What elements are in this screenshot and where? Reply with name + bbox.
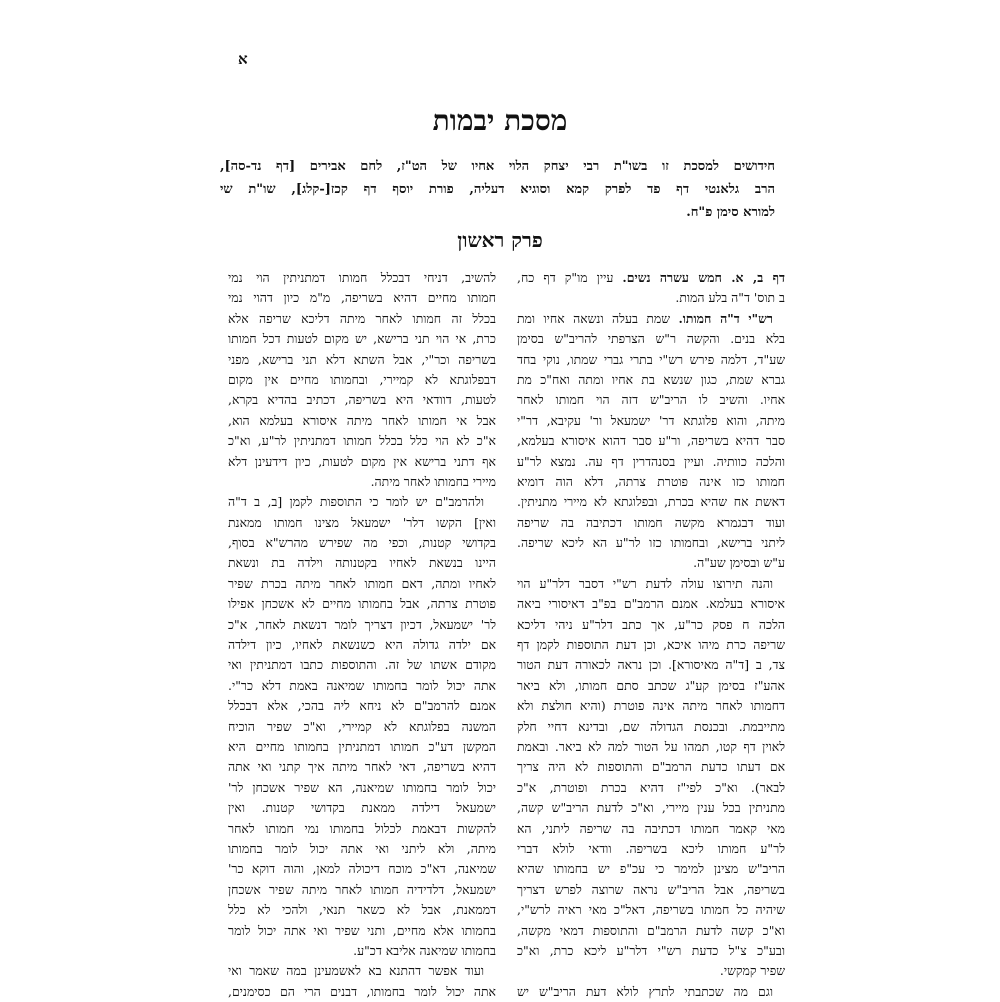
text-line: סבר דהיא בשריפה, ור"ע סבר דהוא איסורא בעלמא, (517, 433, 785, 449)
text-line: דהיא בשריפה, דאי לאחר מיתה איך קתני ואי אתה (228, 759, 496, 775)
text-line: בשריפה וכר"י, אבל השתא דלא תני ברישא, מפני (228, 351, 496, 367)
text-line: יכול לומר בחמותו שמיאנה, הא שפיר אשכחן לר' (228, 779, 496, 795)
text-line: מתייבמת. ובכנסת הגדולה שם, ובדינא דחיי חלק (517, 718, 785, 734)
text-line: ב תוס' ד"ה בלע המות. (675, 290, 785, 306)
text-line: הלכה ח פסק כר"ע, אך כתב דלר"ע ניהי דליכא (517, 616, 785, 632)
text-line: ואין] הקשו דלר' ישמעאל מצינו חמותו ממאנת (228, 514, 496, 530)
text-line: אחיו. והשיב לו הריב"ש דזה הוי חמותו לאחר (517, 392, 785, 408)
text-line: לטעות, דוודאי היא בשריפה, דכתיב בהדיא בקרא, (228, 392, 496, 408)
left-text-column (228, 268, 496, 1002)
text-line: מקודם אשתו של זה. והתוספות כתבו דמתניתין ואי (228, 657, 496, 673)
text-line: ובע"כ צ"ל כדעת רש"י דלר"ע ליכא כרת, וא"כ (517, 942, 785, 958)
text-line: המקשן דע"כ חמותו דמתניתין בחמותו מחיים היא (228, 738, 496, 754)
text-line: בכלל זה חמותו לאחר מיתה דליכא שריפה אלא (228, 310, 496, 326)
text-line: לאחיו ומתה, דאם חמותו לאחר מיתה בכרת שפיר (228, 575, 496, 591)
text-line: ע"ש ובסימן שע"ה. (693, 555, 785, 571)
intro-paragraph (220, 155, 775, 224)
text-line: ועוד דבגמרא מקשה חמותו דכתיבה בה שריפה (517, 514, 785, 530)
text-line: אתה יכול לומר בחמותו שמיאנה באמת דלא כר"י. (228, 677, 496, 693)
paragraph-first-line: ועוד אפשר דהתנא בא לאשמעינן במה שאמר ואי (228, 963, 484, 979)
text-line: אם ילדה גדולה היא כשנשאת לאחיו, כיון דילדה (228, 637, 496, 653)
paragraph-first-line: וגם מה שכתבתי לתרץ לולא דעת הריב"ש יש (517, 983, 773, 999)
text-line: איסורא בעלמא. אמנם הרמב"ם בפ"ב דאיסורי ביאה (517, 596, 785, 612)
text-line: שמיאנה, דא"כ מוכח דיכולה למאן, והוה דוקא כר' (228, 861, 496, 877)
text-line: לאוין דף קטו, תמהו על הטור למה לא ביאר. ובאמת (517, 738, 785, 754)
chapter-title: פרק ראשון (457, 228, 543, 252)
text-line: אבל אי חמותו לאחר מיתה איסורא בעלמא הוא, (228, 412, 496, 428)
text-line: שריפה כרת מיהו איכא, וכן דעת התוספות לקמן דף (517, 637, 785, 653)
paragraph-first-line: רש"י ד"ה חמותו. שמת בעלה ונשאה אחיו ומת (517, 310, 774, 326)
text-line: לר' ישמעאל, דכיון דצריך לומר דנשאת לאחר, א"כ (228, 616, 496, 632)
right-text-column (517, 268, 785, 1002)
text-line: שיהיה כל חמותו בשריפה, דאל"כ מאי ראיה לרש"י, (517, 902, 785, 918)
text-line: אמנם להרמב"ם לא ניחא ליה בהכי, אלא דבכלל (228, 698, 496, 714)
text-line: גברא שמת, כגון שנשא בת אחיו ומתה ואח"כ מת (517, 371, 785, 387)
text-line: דאשת אח שהיא בכרת, ובפלוגתא לא מיירי מתניתין. (517, 494, 785, 510)
paragraph-first-line: דף ב, א. חמש עשרה נשים. עיין מו"ק דף כח, (517, 270, 785, 285)
text-line: המשנה בפלוגתא לא קמיירי, וא"כ שפיר הוכיח (228, 718, 496, 734)
text-line: מאי קאמר חמותו דכתיבה בה שריפה ליתני, הא (517, 820, 785, 836)
text-line: כרת, אי הוי תני ברישא, יש מקום לטעות דכל חמותו (228, 331, 496, 347)
text-line: ליתני ברישא, ובחמותו כזו לר"ע הא ליכא שריפה. (517, 535, 785, 551)
paragraph-first-line: והנה תירוצו עולה לדעת רש"י דסבר דלר"ע הוי (517, 575, 773, 591)
text-line: אהע"ז בסימן קע"ג שכתב סתם חמותו, ולא ביאר (517, 677, 785, 693)
text-line: להקשות דבאמת לכלול בחמותו נמי חמותו לאחר (228, 820, 496, 836)
text-line: בשריפה, אבל הריב"ש נראה שרוצה לפרש דצריך (517, 881, 785, 897)
text-line: מיירי בחמותו לאחר מיתה. (370, 473, 496, 489)
text-line: בלא בנים. והקשה ר"ש הצרפתי להריב"ש בסימן (517, 331, 785, 347)
text-line: ישמעאל, דלדידיה חמותו לאחר מיתה שפיר אשכחן (228, 881, 496, 897)
tractate-title: מסכת יבמות (432, 104, 568, 137)
text-line: לבאר). וא"כ לפי"ז דהיא בכרת ופוטרת, א"כ (517, 779, 785, 795)
text-line: בחמותו שמיאנה אליבא דכ"ע. (353, 942, 496, 958)
text-line: אף דתני ברישא אין מקום לטעות, כיון דידעינן דלא (228, 453, 496, 469)
text-line: לר"ע חמותו ליכא בשריפה. וודאי לולא דברי (517, 840, 785, 856)
text-line: הריב"ש מצינן למימר כי עכ"פ יש בחמותו שהיא (517, 861, 785, 877)
text-line: שפיר קמקשי. (719, 963, 785, 979)
intro-line: הרב גלאנטי דף פד לפרק קמא וסוגיא דעליה, פורת יוסף דף קכז[-קלג], שו"ת שי (220, 182, 775, 197)
text-line: צד, ב [ד"ה מאיסורא]. וכן נראה לכאורה דעת הטור (517, 657, 785, 673)
text-line: מתניתין בכל ענין מיירי, וא"כ לדעת הריב"ש קשה, (517, 800, 785, 816)
text-line: להשיב, דניחי דבכלל חמותו דמתניתין הוי נמי (228, 270, 496, 285)
text-line: דממאנת, אבל לא כשאר תנאי, ולהכי לא כלל (228, 902, 496, 918)
page-number: א (238, 50, 248, 68)
intro-line: חידושים למסכת זו בשו"ת רבי יצחק הלוי אחיו של הט"ז, לחם אבירים [דף נד-סה], (220, 159, 775, 174)
text-line: אתה יכול לומר בחמותו, דבנים הרי הם כסימנים, (228, 983, 496, 999)
text-line: אם דעתו כדעת הרמב"ם והתוספות לא היה צריך (517, 759, 785, 775)
text-line: חמותו כזו אינה פוטרת צרתה, דלא הוה דומיא (517, 473, 785, 489)
text-line: וא"כ קשה לדעת הרמב"ם והתוספות דמאי מקשה, (517, 922, 785, 938)
paragraph-first-line: ולהרמב"ם יש לומר כי התוספות לקמן [ב, ב ד"ה (228, 494, 484, 510)
text-line: דבפלוגתא לא קמיירי, ובחמותו מחיים אין מקום (228, 371, 496, 387)
text-line: חמותו מחיים דהיא בשריפה, מ"מ כיון דהוי נמי (228, 290, 496, 306)
text-line: שע"ד, דלמה פירש רש"י בתרי גברי שמתו, נוקי בחד (517, 351, 785, 367)
intro-line: למורא סימן פ"ח. (686, 205, 775, 220)
text-line: בקדושי קטנות, וכפי מה שפירש מהרש"א בסוף, (228, 535, 496, 551)
text-line: היינו בנשאת לאחיו בקטנותה וילדה בת ונשאת (228, 555, 496, 571)
text-line: דחמותו לאחר מיתה אינה פוטרת (והיא חולצת ולא (517, 698, 785, 714)
text-line: ישמעאל דילדה ממאנת בקדושי קטנות. ואין (228, 800, 496, 816)
text-line: מיתה, ולא ליתני ואי אתה יכול לומר בחמותו (228, 840, 496, 856)
text-line: פוטרת צרתה, אבל בחמותו מחיים לא אשכחן אפילו (228, 596, 496, 612)
text-line: א"כ לא הוי כלל בכלל חמותו דמתניתין לר"ע, וא"כ (228, 433, 496, 449)
text-line: בחמותו אלא מחיים, ותני שפיר ואי אתה יכול לומר (228, 922, 496, 938)
text-line: מיתה, והוא פלוגתא דר' ישמעאל ור' עקיבא, דר"י (517, 412, 785, 428)
text-line: והלכה כוותיה. ועיין בסנהדרין דף עה. נמצא לר"ע (517, 453, 785, 469)
